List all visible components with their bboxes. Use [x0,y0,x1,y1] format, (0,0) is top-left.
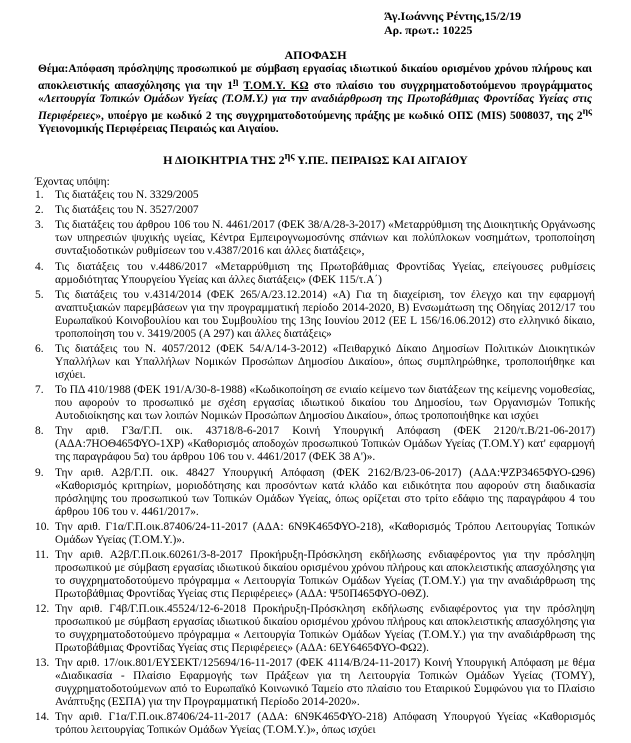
list-item: 12. Την αριθ. Γ4β/Γ.Π.οικ.45524/12-6-2018 Προκήρυξη-Πρόσκληση εκδήλωσης ενδιαφέροντος για την πρόσληψη προσωπικού με σύμβαση εργασίας ιδιωτικού δικαίου ορισμένου χρόνου πλήρους και αποκλειστικής απασχόλησης για το συγχρηματοδοτούμενο πρόγραμμα « Λειτουργία Τοπικών Ομάδων Υγείας (Τ.ΟΜ.Υ.) για την αναδιάρθρωση της Πρωτοβάθμιας Φροντίδας Υγείας στις Περιφέρειες» (ΑΔΑ: 6ΕΥ6465ΦΥΟ-ΦΩ2). [35,603,595,655]
subject-program: Λειτουργία Τοπικών Ομάδων Υγείας (Τ.ΟΜ.Υ.) για την αναδιάρθρωση της Πρωτοβάθμιας Φροντίδας Υγείας στις Περιφέρειες [38,92,592,122]
list-item: 11. Την αριθ. Α2β/Γ.Π.οικ.60261/3-8-2017 Προκήρυξη-Πρόσκληση εκδήλωσης ενδιαφέροντος για την πρόσληψη προσωπικού με σύμβαση εργασίας ιδιωτικού δικαίου ορισμένου χρόνου πλήρους και αποκλειστικής απασχόλησης για το συγχρηματοδοτούμενο πρόγραμμα « Λειτουργία Τοπικών Ομάδων Υγείας (Τ.ΟΜ.Υ.) για την αναδιάρθρωση της Πρωτοβάθμιας Φροντίδας Υγείας στις Περιφέρειες» (ΑΔΑ: Ψ50Π465ΦΥΟ-0ΘΖ). [35,548,595,600]
list-item: 10. Την αριθ. Γ1α/Γ.Π.οικ.87406/24-11-2017 (ΑΔΑ: 6Ν9Κ465ΦΥΟ-218), «Καθορισμός Τρόπου Λειτουργίας Τοπικών Ομάδων Υγείας (Τ.ΟΜ.Υ.)». [35,520,595,546]
subject-text-4: Υγειονομικής Περιφέρειας Πειραιώς και Αιγαίου. [38,122,279,135]
subject-text-1: Απόφαση πρόσληψης προσωπικού με σύμβαση εργασίας ιδιωτικού δικαίου ορισμένου χρόνου πλήρους και αποκλειστικής απασχόλησης για την 1 [38,63,592,92]
list-item: 4. Τις διατάξεις του ν.4486/2017 «Μεταρρύθμιση της Πρωτοβάθμιας Φροντίδας Υγείας, επείγουσες ρυθμίσεις αρμοδιότητας Υπουργείου Υγείας και άλλες διατάξεις» (ΦΕΚ 115/τ.Α΄) [35,260,595,286]
list-item: 7. Το ΠΔ 410/1988 (ΦΕΚ 191/Α/30-8-1988) «Κωδικοποίηση σε ενιαίο κείμενο των διατάξεων της κείμενης νομοθεσίας, που αφορούν το προσωπικό με σχέση εργασίας ιδιωτικού δικαίου του Δημοσίου, των Οργανισμών Τοπικής Αυτοδιοίκησης και των λοιπών Νομικών Προσώπων Δημοσίου Δικαίου», όπως τροποποιήθηκε και ισχύει [35,384,595,423]
subject-sup-2: ης [582,106,592,117]
list-item: 3. Τις διατάξεις του άρθρου 106 του Ν. 4461/2017 (ΦΕΚ 38/Α/28-3-2017) «Μεταρρύθμιση της Διοικητικής Οργάνωσης των υπηρεσιών ψυχικής υγείας, Κέντρα Εμπειρογνωμοσύνης σπάνιων και πολύπλοκων νοσημάτων, τροποποίηση συνταξιοδοτικών ρυθμίσεων του ν.4387/2016 και άλλες διατάξεις», [35,219,595,258]
list-item: 14. Την αριθ. Γ1α/Γ.Π.οικ.87406/24-11-2017 (ΑΔΑ: 6Ν9Κ465ΦΥΟ-218) Απόφαση Υπουργού Υγείας «Καθορισμός τρόπου λειτουργίας Τοπικών Ομάδων Υγείας (Τ.ΟΜ.Υ.)», όπως ισχύει [35,711,595,737]
list-item: 2. Τις διατάξεις του Ν. 3527/2007 [35,204,199,217]
subject-label: Θέμα: [38,63,69,75]
subject-sup-1: η [232,77,239,87]
subject-text-2: στο πλαίσιο του συγχρηματοδοτούμενου προγράμματος « [38,79,593,105]
list-item: 6. Τις διατάξεις του Ν. 4057/2012 (ΦΕΚ 54/Α/14-3-2012) «Πειθαρχικό Δίκαιο Δημοσίων Πολιτικών Διοικητικών Υπαλλήλων και Υπαλλήλων Νομικών Προσώπων Δημοσίου Δικαίου», όπως συμπληρώθηκε, τροποποιήθηκε και ισχύει. [35,342,595,381]
document-header [384,9,521,37]
considerations-list [35,189,595,740]
place-date: Άγ.Ιωάννης Ρέντης,15/2/19 [384,9,522,23]
list-item: 1. Τις διατάξεις του Ν. 3329/2005 [35,189,199,201]
list-item: 13. Την αριθ. 17/οικ.801/ΕΥΣΕΚΤ/125694/16-11-2017 (ΦΕΚ 4114/Β/24-11-2017) Κοινή Υπουργική Απόφαση με θέμα «Διαδικασία - Πλαίσιο Εφαρμογής των Πράξεων για τη Λειτουργία Τοπικών Ομάδων Υγείας (ΤΟΜΥ), συγχρηματοδοτούμενων από το Ευρωπαϊκό Κοινωνικό Ταμείο στο πλαίσιο του Εταιρικού Συμφώνου για το Πλαίσιο Ανάπτυξης (ΕΣΠΑ) για την Προγραμματική Περίοδο 2014-2020». [35,657,595,709]
subject-paragraph [38,63,592,136]
list-item: 8. Την αριθ. Γ3α/Γ.Π. οικ. 43718/8-6-2017 Κοινή Υπουργική Απόφαση (ΦΕΚ 2120/τ.Β/21-06-2017) (ΑΔΑ:7ΗΟΘ465ΦΥΟ-1ΧΡ) «Καθορισμός αποδοχών προσωπικού Τοπικών Ομάδων Υγείας (Τ.ΟΜ.Υ) κατ' εφαρμογή της παραγράφου 5α) του άρθρου 106 του ν. 4461/2017 (ΦΕΚ 38 Α')». [35,425,595,464]
document-type-title: ΑΠΟΦΑΣΗ [284,48,347,62]
issuing-authority: Η ΔΙΟΙΚΗΤΡΙΑ ΤΗΣ $2^{\eta\varsigma}$ Υ.ΠΕ. ΠΕΙΡΑΙΩΣ ΚΑΙ ΑΙΓΑΙΟΥ [163,151,468,167]
subject-tomy: Τ.ΟΜ.Υ. ΚΩ [243,79,309,92]
list-item: 9. Την αριθ. Α2β/Γ.Π. οικ. 48427 Υπουργική Απόφαση (ΦΕΚ 2162/Β/23-06-2017) (ΑΔΑ:ΨΖΡ3465ΦΥΟ-Ω96) «Καθορισμός κριτηρίων, μοριοδότησης και προσόντων κατά κλάδο και ειδικότητα που αφορούν στη διαδικασία πρόσληψης του προσωπικού των Τοπικών Ομάδων Υγείας, όπως ορίζεται στο τρίτο εδάφιο της παραγράφου 4 του άρθρου 106 του ν. 4461/2017». [35,466,595,518]
subject-text-3: », υποέργο με κωδικό 2 της συγχρηματοδοτούμενης πράξης με κωδικό ΟΠΣ (MIS) 5008037, της 2 [95,109,583,122]
considering-intro: Έχοντας υπόψη: [35,176,110,188]
protocol-number: Αρ. πρωτ.: 10225 [384,23,473,37]
list-item: 5. Τις διατάξεις του ν.4314/2014 (ΦΕΚ 265/Α/23.12.2014) «Α) Για τη διαχείριση, τον έλεγχο και την εφαρμογή αναπτυξιακών παρεμβάσεων για την προγραμματική περίοδο 2014-2020, Β) Ενσωμάτωση της Οδηγίας 2012/17 του Ευρωπαϊκού Κοινοβουλίου και του Συμβουλίου της 13ης Ιουνίου 2012 (EE L 156/16.06.2012) στο ελληνικό δίκαιο, τροποποίηση του ν. 3419/2005 (Α 297) και άλλες διατάξεις» [35,288,595,340]
